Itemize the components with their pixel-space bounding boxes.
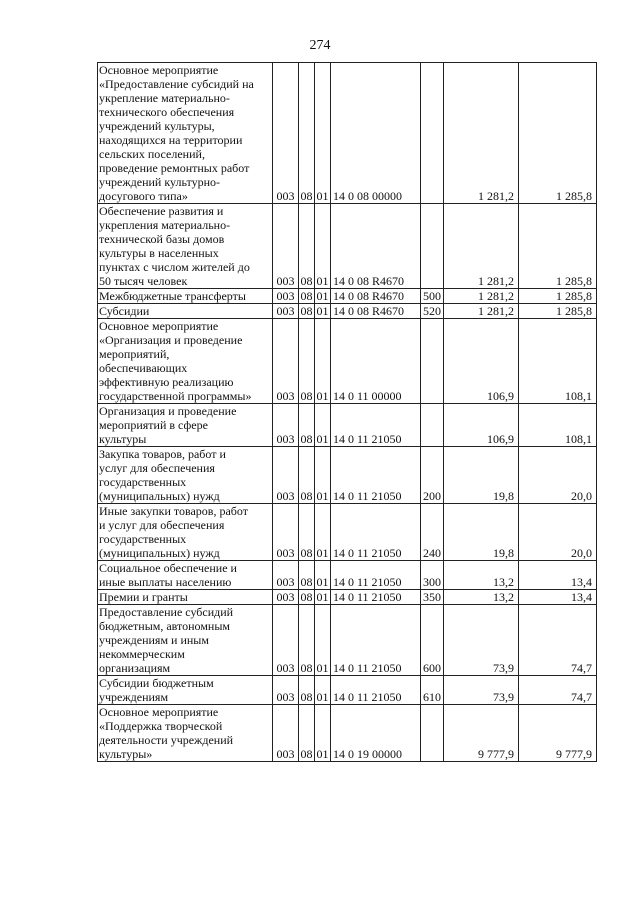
description-line: (муниципальных) нужд: [99, 489, 220, 503]
description-line: 50 тысяч человек: [99, 274, 188, 288]
target-article-cell: 14 0 11 21050: [331, 561, 421, 590]
subsection-cell: 01: [315, 676, 331, 705]
section-cell: 08: [299, 447, 315, 504]
row-description: [98, 304, 273, 319]
description-line: услуг для обеспечения: [99, 461, 215, 475]
row-description: [98, 404, 273, 447]
amount-year2-cell: 13,4: [519, 590, 597, 605]
expense-type-cell: [421, 705, 444, 762]
description-line: культуры: [99, 432, 147, 446]
row-description: [98, 289, 273, 304]
description-line: бюджетным, автономным: [99, 619, 230, 633]
amount-year1-cell: 19,8: [444, 504, 519, 561]
amount-year2-cell: 74,7: [519, 676, 597, 705]
subsection-cell: 01: [315, 63, 331, 204]
subsection-cell: 01: [316, 304, 329, 318]
expense-type-cell: 300: [421, 561, 444, 590]
description-line: Предоставление субсидий: [99, 605, 234, 619]
expense-type-cell: 610: [421, 676, 444, 705]
expense-type-cell: [421, 319, 444, 404]
description-line: находящихся на территории: [99, 133, 243, 147]
ministry-code-cell: 003: [273, 447, 299, 504]
expense-type-cell: 200: [421, 447, 444, 504]
amount-year2-cell: 9 777,9: [519, 705, 597, 762]
target-article-cell: 14 0 11 21050: [331, 447, 421, 504]
subsection-cell: 01: [316, 289, 329, 303]
amount-year2-cell: 13,4: [519, 561, 597, 590]
ministry-code-cell: 003: [273, 319, 299, 404]
amount-year1-cell: 1 281,2: [444, 204, 519, 289]
description-line: Обеспечение развития и: [99, 204, 224, 218]
expense-type-cell: [421, 63, 444, 204]
description-line: эффективную реализацию: [99, 375, 234, 389]
description-line: пунктах с числом жителей до: [99, 260, 250, 274]
section-cell: 08: [299, 676, 315, 705]
expense-type-cell: 350: [421, 590, 444, 605]
budget-table: [97, 62, 597, 762]
description-line: организациям: [99, 661, 171, 675]
ministry-code-cell: 003: [273, 561, 299, 590]
target-article-cell: 14 0 08 R4670: [331, 304, 421, 319]
table-row: [98, 561, 597, 590]
page-number: 274: [309, 38, 331, 53]
description-line: мероприятий в сфере: [99, 418, 208, 432]
amount-year1-cell: 19,8: [444, 447, 519, 504]
row-description: [98, 319, 273, 404]
amount-year1-cell: 13,2: [444, 590, 519, 605]
description-line: технического обеспечения: [99, 105, 235, 119]
section-cell: 08: [300, 590, 313, 604]
subsection-cell: 01: [315, 504, 331, 561]
description-line: «Предоставление субсидий на: [99, 77, 254, 91]
description-line: Субсидии бюджетным: [99, 676, 214, 690]
table-row: [98, 204, 597, 289]
target-article-cell: 14 0 08 00000: [331, 63, 421, 204]
target-article-cell: 14 0 11 21050: [331, 676, 421, 705]
section-cell: 08: [299, 204, 315, 289]
description-line: культуры в населенных: [99, 246, 219, 260]
description-line: Социальное обеспечение и: [99, 561, 237, 575]
amount-year1-cell: 9 777,9: [444, 705, 519, 762]
description-line: государственных: [99, 532, 187, 546]
description-line: Основное мероприятие: [99, 63, 219, 77]
expense-type-cell: 520: [421, 304, 444, 319]
description-line: Закупка товаров, работ и: [99, 447, 226, 461]
row-description: [98, 447, 273, 504]
table-row: [98, 63, 597, 204]
amount-year1-cell: 1 281,2: [444, 289, 519, 304]
description-line: учреждениям: [99, 690, 169, 704]
section-cell: 08: [300, 289, 313, 303]
amount-year1-cell: 106,9: [444, 319, 519, 404]
section-cell: 08: [299, 63, 315, 204]
subsection-cell: 01: [315, 605, 331, 676]
row-description: [98, 590, 273, 605]
subsection-cell: 01: [315, 705, 331, 762]
table-row: [98, 605, 597, 676]
amount-year1-cell: 13,2: [444, 561, 519, 590]
amount-year2-cell: 1 285,8: [519, 289, 597, 304]
amount-year2-cell: 1 285,8: [519, 63, 597, 204]
description-line: Межбюджетные трансферты: [99, 289, 246, 303]
ministry-code-cell: 003: [273, 404, 299, 447]
amount-year1-cell: 73,9: [444, 676, 519, 705]
target-article-cell: 14 0 11 21050: [331, 404, 421, 447]
ministry-code-cell: 003: [273, 705, 299, 762]
description-line: Основное мероприятие: [99, 319, 219, 333]
section-cell: 08: [299, 404, 315, 447]
description-line: Организация и проведение: [99, 404, 237, 418]
description-line: «Организация и проведение: [99, 333, 243, 347]
target-article-cell: 14 0 11 00000: [331, 319, 421, 404]
table-row: [98, 289, 597, 304]
row-description: [98, 504, 273, 561]
ministry-code-cell: 003: [273, 504, 299, 561]
amount-year2-cell: 20,0: [519, 447, 597, 504]
target-article-cell: 14 0 11 21050: [331, 590, 421, 605]
amount-year2-cell: 74,7: [519, 605, 597, 676]
description-line: некоммерческим: [99, 647, 185, 661]
target-article-cell: 14 0 11 21050: [331, 504, 421, 561]
subsection-cell: 01: [315, 204, 331, 289]
table-row: [98, 304, 597, 319]
amount-year2-cell: 1 285,8: [519, 304, 597, 319]
description-line: мероприятий,: [99, 347, 170, 361]
table-row: [98, 447, 597, 504]
subsection-cell: 01: [315, 561, 331, 590]
section-cell: 08: [299, 561, 315, 590]
subsection-cell: 01: [315, 319, 331, 404]
amount-year1-cell: 106,9: [444, 404, 519, 447]
expense-type-cell: 500: [421, 289, 444, 304]
amount-year2-cell: 20,0: [519, 504, 597, 561]
expense-type-cell: [421, 404, 444, 447]
row-description: [98, 705, 273, 762]
amount-year1-cell: 1 281,2: [444, 63, 519, 204]
description-line: учреждений культуры,: [99, 119, 215, 133]
description-line: технической базы домов: [99, 232, 225, 246]
description-line: Субсидии: [99, 304, 150, 318]
section-cell: 08: [299, 605, 315, 676]
target-article-cell: 14 0 08 R4670: [331, 289, 421, 304]
table-row: [98, 404, 597, 447]
description-line: укрепление материально-: [99, 91, 230, 105]
ministry-code-cell: 003: [273, 204, 299, 289]
table-row: [98, 676, 597, 705]
row-description: [98, 561, 273, 590]
description-line: Иные закупки товаров, работ: [99, 504, 248, 518]
description-line: государственной программы»: [99, 389, 252, 403]
description-line: обеспечивающих: [99, 361, 188, 375]
subsection-cell: 01: [315, 447, 331, 504]
ministry-code-cell: 003: [273, 676, 299, 705]
section-cell: 08: [299, 319, 315, 404]
amount-year2-cell: 1 285,8: [519, 204, 597, 289]
target-article-cell: 14 0 08 R4670: [331, 204, 421, 289]
row-description: [98, 605, 273, 676]
row-description: [98, 676, 273, 705]
amount-year1-cell: 73,9: [444, 605, 519, 676]
description-line: и услуг для обеспечения: [99, 518, 225, 532]
description-line: укрепления материально-: [99, 218, 231, 232]
row-description: [98, 63, 273, 204]
section-cell: 08: [300, 304, 313, 318]
description-line: учреждений культурно-: [99, 175, 220, 189]
amount-year2-cell: 108,1: [519, 404, 597, 447]
subsection-cell: 01: [316, 590, 329, 604]
expense-type-cell: 240: [421, 504, 444, 561]
ministry-code-cell: 003: [273, 590, 299, 605]
ministry-code-cell: 003: [273, 289, 299, 304]
row-description: [98, 204, 273, 289]
table-row: [98, 504, 597, 561]
description-line: деятельности учреждений: [99, 733, 234, 747]
description-line: (муниципальных) нужд: [99, 546, 220, 560]
table-row: [98, 319, 597, 404]
target-article-cell: 14 0 19 00000: [331, 705, 421, 762]
ministry-code-cell: 003: [273, 605, 299, 676]
table-row: [98, 705, 597, 762]
description-line: Основное мероприятие: [99, 705, 219, 719]
expense-type-cell: [421, 204, 444, 289]
description-line: «Поддержка творческой: [99, 719, 223, 733]
subsection-cell: 01: [315, 404, 331, 447]
section-cell: 08: [299, 705, 315, 762]
ministry-code-cell: 003: [273, 63, 299, 204]
target-article-cell: 14 0 11 21050: [331, 605, 421, 676]
description-line: иные выплаты населению: [99, 575, 232, 589]
description-line: учреждениям и иным: [99, 633, 209, 647]
description-line: государственных: [99, 475, 187, 489]
amount-year1-cell: 1 281,2: [444, 304, 519, 319]
description-line: Премии и гранты: [99, 590, 188, 604]
description-line: проведение ремонтных работ: [99, 161, 250, 175]
description-line: досугового типа»: [99, 189, 188, 203]
section-cell: 08: [299, 504, 315, 561]
expense-type-cell: 600: [421, 605, 444, 676]
ministry-code-cell: 003: [273, 304, 299, 319]
description-line: культуры»: [99, 747, 153, 761]
description-line: сельских поселений,: [99, 147, 205, 161]
amount-year2-cell: 108,1: [519, 319, 597, 404]
table-row: [98, 590, 597, 605]
